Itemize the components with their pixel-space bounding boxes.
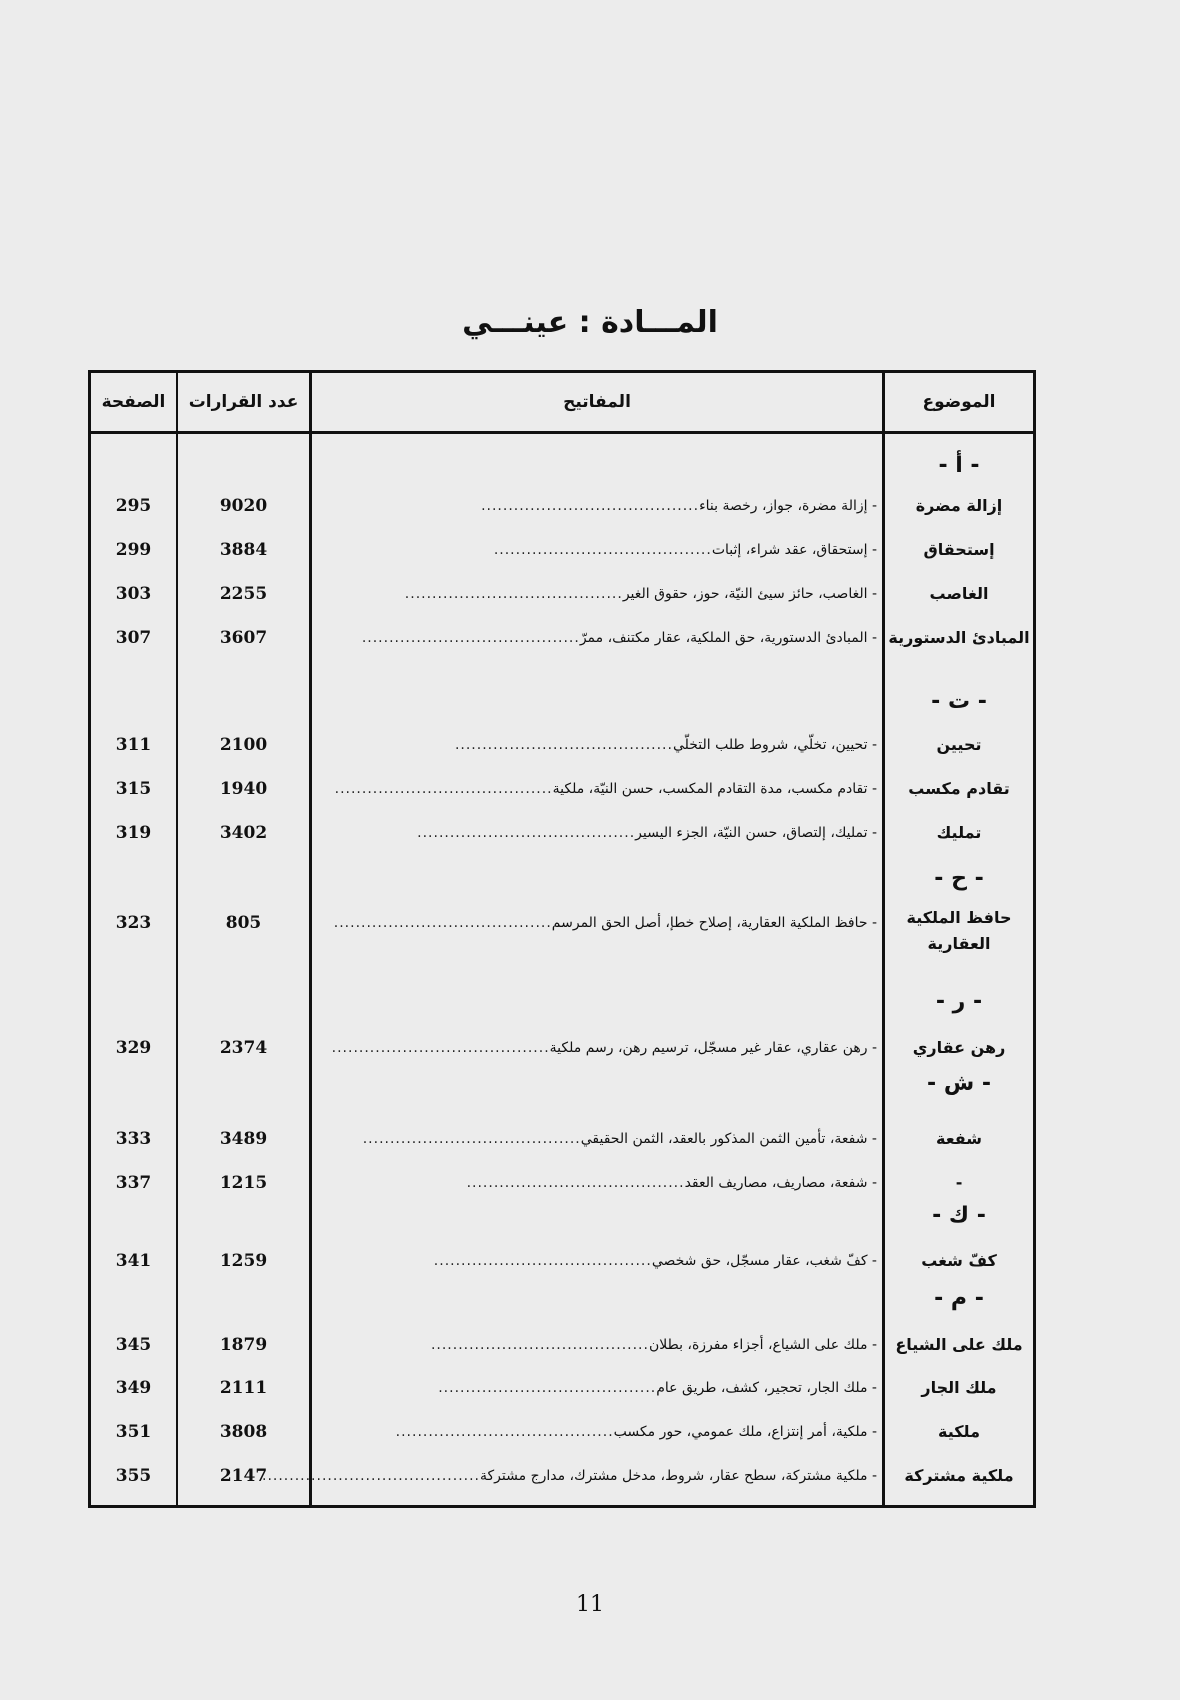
- count-cell: 2147: [219, 1466, 268, 1486]
- page-title: المـــادة : عينـــي: [462, 305, 718, 340]
- count-cell: 9020: [219, 496, 268, 516]
- topic-cell: ملك الجار: [921, 1378, 997, 1397]
- page-cell: 345: [115, 1335, 152, 1355]
- topic-cell: المبادئ الدستورية: [888, 628, 1030, 647]
- dot-leader: ........................................: [334, 781, 553, 797]
- count-cell: 3402: [219, 823, 268, 843]
- keywords-text: - المبادئ الدستورية، حق الملكية، عقار مكتنف، ممرّ: [579, 630, 877, 646]
- page-cell: 315: [115, 779, 152, 799]
- page-cell: 307: [115, 628, 152, 648]
- table-row: [91, 530, 1033, 570]
- page-cell: 351: [115, 1422, 152, 1442]
- keywords-cell: [262, 1456, 877, 1496]
- keywords-text: - تمليك، إلتصاق، حسن النيّة، الجزء اليسير: [635, 825, 877, 841]
- count-cell: 2111: [219, 1378, 268, 1398]
- page-cell: 319: [115, 823, 152, 843]
- table-row: [91, 486, 1033, 526]
- dot-leader: ........................................: [438, 1380, 657, 1396]
- dot-leader: ........................................: [262, 1468, 481, 1484]
- keywords-text: - كفّ شغب، عقار مسجّل، حق شخصي: [651, 1253, 877, 1269]
- keywords-text: - تحيين، تخلّي، شروط طلب التخلّي: [672, 737, 877, 753]
- table-row: [91, 618, 1033, 658]
- keywords-cell: [317, 574, 877, 614]
- keywords-text: - رهن عقاري، عقار غير مسجّل، ترسيم رهن، رسم ملكية: [549, 1040, 877, 1056]
- section-letter-alif: - أ -: [938, 452, 980, 478]
- keywords-text: - إزالة مضرة، جواز، رخصة بناء: [699, 498, 877, 514]
- table-row: [91, 1163, 1033, 1203]
- count-cell: 805: [225, 913, 262, 933]
- dot-leader: ........................................: [362, 1131, 581, 1147]
- table-row: [91, 903, 1033, 953]
- dot-leader: ........................................: [361, 630, 580, 646]
- keywords-cell: [317, 1368, 877, 1408]
- keywords-cell: [317, 725, 877, 765]
- keywords-text: - ملك على الشياع، أجزاء مفرزة، بطلان: [648, 1337, 877, 1353]
- table-row: [91, 1119, 1033, 1159]
- count-cell: 3607: [219, 628, 268, 648]
- topic-cell: إزالة مضرة: [915, 496, 1003, 515]
- keywords-text: - ملكية مشتركة، سطح عقار، شروط، مدخل مشترك، مدارج مشتركة: [480, 1468, 877, 1484]
- table-row: [91, 1456, 1033, 1496]
- keywords-cell: [317, 1163, 877, 1203]
- table-row: [91, 813, 1033, 853]
- page-number: 11: [576, 1592, 604, 1617]
- dot-leader: ........................................: [466, 1175, 685, 1191]
- dot-leader: ........................................: [395, 1424, 614, 1440]
- page-cell: 333: [115, 1129, 152, 1149]
- table-row: [91, 1325, 1033, 1365]
- dot-leader: ........................................: [481, 498, 700, 514]
- topic-cell: -: [955, 1173, 963, 1192]
- page-cell: 341: [115, 1251, 152, 1271]
- dot-leader: ........................................: [433, 1253, 652, 1269]
- topic-cell: حافظ الملكية العقارية: [906, 908, 1012, 953]
- topic-cell: كفّ شغب: [921, 1251, 997, 1270]
- count-cell: 2100: [219, 735, 268, 755]
- topic-cell: رهن عقاري: [912, 1038, 1006, 1057]
- topic-cell: الغاصب: [929, 584, 989, 603]
- keywords-cell: [317, 1119, 877, 1159]
- keywords-cell: [317, 903, 877, 943]
- keywords-text: - الغاصب، حائز سيئ النيّة، حوز، حقوق الغير: [622, 586, 877, 602]
- keywords-text: - ملكية، أمر إنتزاع، ملك عمومي، حور مكسب: [613, 1424, 877, 1440]
- table-row: [91, 574, 1033, 614]
- page-cell: 295: [115, 496, 152, 516]
- section-letter-kaf: - ك -: [932, 1202, 986, 1228]
- keywords-cell: [317, 813, 877, 853]
- dot-leader: ........................................: [430, 1337, 649, 1353]
- section-letter-shin: - ش -: [927, 1070, 991, 1096]
- page-cell: 329: [115, 1038, 152, 1058]
- keywords-cell: [317, 1241, 877, 1281]
- count-cell: 1259: [219, 1251, 268, 1271]
- table-row: [91, 725, 1033, 765]
- topic-cell: إستحقاق: [923, 540, 995, 559]
- keywords-text: - ملك الجار، تحجير، كشف، طريق عام: [656, 1380, 877, 1396]
- dot-leader: ........................................: [493, 542, 712, 558]
- keywords-cell: [317, 769, 877, 809]
- table-row: [91, 1412, 1033, 1452]
- table-row: [91, 1368, 1033, 1408]
- index-table: [88, 370, 1036, 1508]
- topic-cell: تقادم مكسب: [908, 779, 1010, 798]
- page-cell: 303: [115, 584, 152, 604]
- keywords-cell: [317, 1028, 877, 1068]
- topic-cell: ملك على الشياع: [895, 1335, 1023, 1354]
- count-cell: 1215: [219, 1173, 268, 1193]
- count-cell: 3489: [219, 1129, 268, 1149]
- topic-cell: ملكية: [938, 1422, 980, 1441]
- keywords-text: - حافظ الملكية العقارية، إصلاح خطإ، أصل الحق المرسم: [551, 915, 877, 931]
- count-cell: 1940: [219, 779, 268, 799]
- topic-cell: ملكية مشتركة: [904, 1466, 1014, 1485]
- keywords-cell: [317, 486, 877, 526]
- section-letter-ta: - ت -: [931, 688, 987, 714]
- count-cell: 3884: [219, 540, 268, 560]
- keywords-text: - تقادم مكسب، مدة التقادم المكسب، حسن النيّة، ملكية: [552, 781, 877, 797]
- count-cell: 1879: [219, 1335, 268, 1355]
- topic-cell: تحيين: [936, 735, 982, 754]
- count-cell: 3808: [219, 1422, 268, 1442]
- page-cell: 299: [115, 540, 152, 560]
- header-topic: الموضوع: [922, 392, 996, 412]
- page-cell: 311: [115, 735, 152, 755]
- keywords-text: - شفعة، مصاريف، مصاريف العقد: [684, 1175, 877, 1191]
- keywords-cell: [317, 530, 877, 570]
- table-row: [91, 1241, 1033, 1281]
- header-page: الصفحة: [101, 392, 166, 412]
- dot-leader: ........................................: [331, 1040, 550, 1056]
- section-letter-ha: - ح -: [934, 865, 984, 891]
- header-divider: [91, 431, 1033, 434]
- count-cell: 2255: [219, 584, 268, 604]
- keywords-cell: [317, 1325, 877, 1365]
- topic-cell: تمليك: [936, 823, 982, 842]
- keywords-cell: [317, 1412, 877, 1452]
- header-keywords: المفاتيح: [563, 392, 631, 412]
- dot-leader: ........................................: [333, 915, 552, 931]
- page-cell: 323: [115, 913, 152, 933]
- keywords-cell: [317, 618, 877, 658]
- keywords-text: - إستحقاق، عقد شراء، إثبات: [711, 542, 877, 558]
- page-cell: 337: [115, 1173, 152, 1193]
- dot-leader: ........................................: [404, 586, 623, 602]
- topic-cell: شفعة: [936, 1129, 982, 1148]
- section-letter-ra: - ر -: [935, 988, 983, 1014]
- keywords-text: - شفعة، تأمين الثمن المذكور بالعقد، الثمن الحقيقي: [580, 1131, 877, 1147]
- dot-leader: ........................................: [417, 825, 636, 841]
- table-row: [91, 769, 1033, 809]
- section-letter-mim: - م -: [934, 1285, 984, 1311]
- count-cell: 2374: [219, 1038, 268, 1058]
- page-cell: 349: [115, 1378, 152, 1398]
- table-row: [91, 1028, 1033, 1068]
- page-cell: 355: [115, 1466, 152, 1486]
- dot-leader: ........................................: [454, 737, 673, 753]
- header-count: عدد القرارات: [188, 392, 299, 412]
